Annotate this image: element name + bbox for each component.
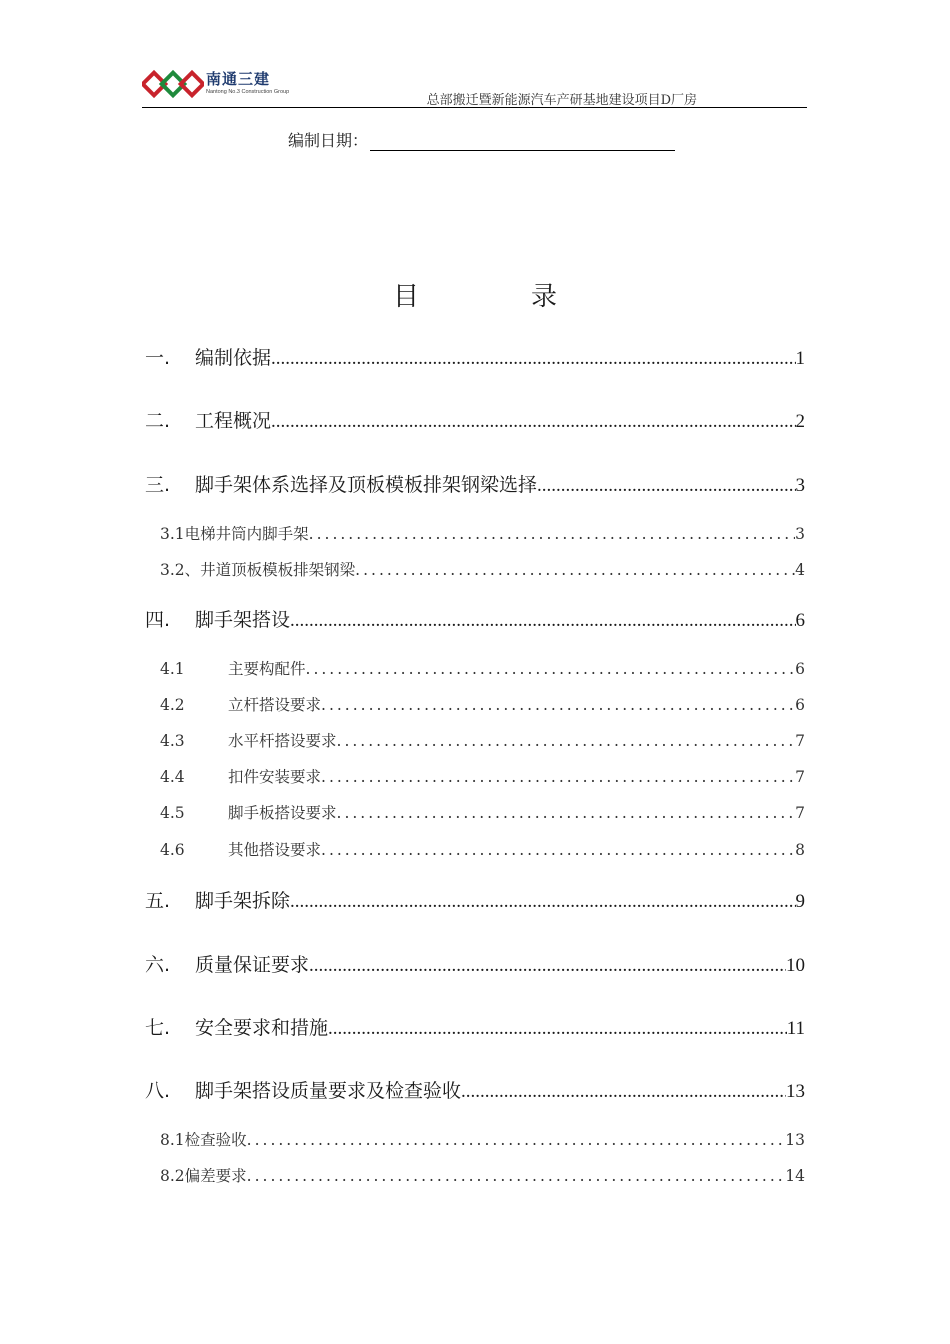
toc-page: 10 [786,955,805,976]
toc-leader [306,660,796,678]
toc-entry[interactable] [145,886,805,912]
toc-leader [328,1017,787,1040]
toc-text: 脚手架搭设 [195,609,291,631]
toc-entry[interactable] [145,343,805,369]
toc-text: 扣件安装要求 [228,768,322,786]
toc-page: 11 [786,1018,805,1039]
toc-page: 7 [795,804,805,822]
toc-text: 工程概况 [195,410,272,432]
toc-number: 4.6 [160,841,185,859]
toc-entry[interactable] [145,470,805,496]
logo-name: 南通三建 [206,70,271,89]
toc-leader [247,1131,786,1149]
toc-subentry[interactable] [160,693,805,715]
compile-date-row [288,128,675,151]
toc-page: 7 [795,732,805,750]
toc-subentry[interactable] [160,558,805,580]
toc-leader [321,841,795,859]
toc-page: 1 [795,348,805,369]
toc-subentry[interactable] [160,765,805,787]
toc-text: 其他搭设要求 [228,841,322,859]
toc-number: 3.1 [160,525,185,543]
logo-diamonds-icon [142,69,204,99]
toc-leader [461,1080,786,1103]
toc-heading [0,276,950,313]
toc-text: 脚手板搭设要求 [228,804,337,822]
toc-number: 五. [145,890,171,912]
toc-heading-left: 目 [392,282,419,312]
toc-page: 9 [795,891,805,912]
toc-leader [309,954,786,977]
toc-subentry[interactable] [160,801,805,823]
toc-leader [290,890,795,913]
toc-text: 主要构配件 [228,660,306,678]
compile-date-blank [370,132,675,151]
toc-page: 6 [795,696,805,714]
toc-leader [355,561,795,579]
toc-number: 六. [145,954,171,976]
toc-page: 3 [795,525,805,543]
toc-page: 14 [785,1167,805,1185]
toc-subentry[interactable] [160,1128,805,1150]
toc-entry[interactable] [145,1076,805,1102]
toc-text: 电梯井筒内脚手架 [184,525,309,543]
toc-leader [271,410,795,433]
toc-entry[interactable] [145,406,805,432]
compile-date-label: 编制日期： [288,131,369,150]
toc-number: 一. [145,347,171,369]
page-header [142,66,807,108]
project-title: 总部搬迁暨新能源汽车产研基地建设项目D厂房 [426,93,697,108]
toc-number: 八. [145,1080,171,1102]
toc-leader [537,474,795,497]
toc-page: 3 [795,475,805,496]
toc-subentry[interactable] [160,522,805,544]
toc-leader [337,732,796,750]
toc-text: 偏差要求 [184,1167,247,1185]
toc-leader [309,525,795,543]
toc-leader [290,609,795,632]
toc-number: 3.2、 [160,561,201,579]
toc-leader [321,696,795,714]
toc-number: 8.1 [160,1131,185,1149]
toc-page: 7 [795,768,805,786]
toc-text: 脚手架拆除 [195,890,291,912]
toc-number: 4.5 [160,804,185,822]
toc-leader [271,347,795,370]
toc-number: 七. [145,1017,171,1039]
toc-entry[interactable] [145,1013,805,1039]
toc-number: 4.3 [160,732,185,750]
toc-number: 4.1 [160,660,185,678]
toc-number: 二. [145,410,171,432]
toc-text: 质量保证要求 [195,954,310,976]
toc-subentry[interactable] [160,1164,805,1186]
toc-text: 编制依据 [195,347,272,369]
toc-number: 四. [145,609,171,631]
toc-subentry[interactable] [160,729,805,751]
toc-number: 4.2 [160,696,185,714]
toc-leader [337,804,796,822]
toc-page: 13 [785,1131,805,1149]
toc-text: 立杆搭设要求 [228,696,322,714]
toc-page: 6 [795,610,805,631]
toc-number: 8.2 [160,1167,185,1185]
toc-number: 三. [145,474,171,496]
toc-page: 13 [786,1081,805,1102]
toc-subentry[interactable] [160,657,805,679]
toc-text: 水平杆搭设要求 [228,732,337,750]
toc-text: 脚手架搭设质量要求及检查验收 [195,1080,462,1102]
toc-page: 4 [795,561,805,579]
toc-text: 井道顶板模板排架钢梁 [200,561,356,579]
logo-subtitle: Nantong No.3 Construction Group [206,89,290,96]
toc-text: 脚手架体系选择及顶板模板排架钢梁选择 [195,474,538,496]
toc-leader [321,768,795,786]
toc-entry[interactable] [145,605,805,631]
toc-text: 检查验收 [184,1131,247,1149]
toc-heading-right: 录 [531,282,558,312]
toc-leader [247,1167,786,1185]
toc-text: 安全要求和措施 [195,1017,329,1039]
toc-entry[interactable] [145,950,805,976]
toc-page: 2 [795,411,805,432]
toc-number: 4.4 [160,768,185,786]
header-divider [142,107,807,108]
company-logo [142,66,289,102]
toc-subentry[interactable] [160,838,805,860]
toc-page: 8 [795,841,805,859]
toc-page: 6 [795,660,805,678]
